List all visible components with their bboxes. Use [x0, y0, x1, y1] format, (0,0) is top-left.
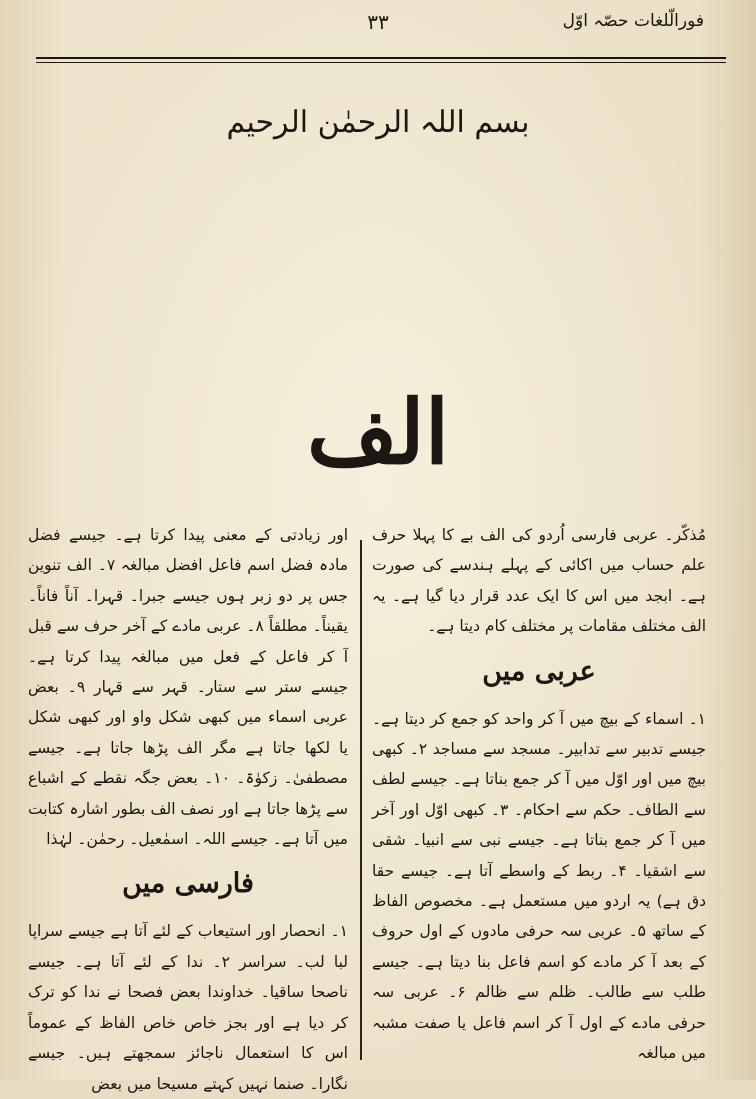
chapter-heading-alif: الف — [306, 380, 450, 484]
header-rule-thick — [36, 57, 726, 59]
arabic-usage-continued-paragraph: اور زیادتی کے معنی پیدا کرتا ہے۔ جیسے فضل مادہ فضل اسم فاعل افضل مبالغہ ۷۔ الف تنوین جس پر دو زبر ہوں جیسے جبرا۔ قہرا۔ آناً فاناً۔ یقیناً۔ مطلقاً ۸۔ عربی مادے کے آخر حرف سے قبل آ کر فاعل کے فعل میں مبالغہ پیدا کرتا ہے۔ جیسے ستر سے ستار۔ قہر سے قہار ۹۔ بعض عربی اسماء میں کبھی شکل واو اور کبھی شکل یا لکھا جاتا ہے مگر الف پڑھا جاتا ہے۔ جیسے مصطفیٰ۔ زکوٰۃ۔ ۱۰۔ بعض جگہ نقطے کے اشباع سے پڑھا جاتا ہے اور نصف الف بطور اشارہ کتابت میں آتا ہے۔ جیسے اللہ۔ اسمٰعیل۔ رحمٰن۔ لہٰذا — [28, 526, 349, 849]
header-rule-thin — [36, 62, 726, 63]
section-heading-persian: فارسی میں — [122, 868, 254, 900]
left-column — [28, 520, 348, 1099]
column-divider — [360, 540, 362, 1060]
arabic-usage-paragraph: ۱۔ اسماء کے بیچ میں آ کر واحد کو جمع کر دیتا ہے۔ جیسے تدبیر سے تدابیر۔ مسجد سے مساجد ۲۔ کبھی بیچ میں اور اوّل میں آ کر جمع بناتا ہے۔ جیسے لطف سے الطاف۔ حکم سے احکام۔ ۳۔ کبھی اوّل اور آخر میں آ کر جمع بناتا ہے۔ جیسے نبی سے انبیا۔ شقی سے اشقیا۔ ۴۔ ربط کے واسطے آتا ہے۔ جیسے حقا دق ہے) یہ اردو میں مستعمل ہے۔ مخصوص الفاظ کے ساتھ ۵۔ عربی سہ حرفی مادوں کے اول حروف کے بعد آ کر مادے کو اسم فاعل بنا دیتا ہے۔ جیسے طلب سے طالب۔ ظلم سے ظالم ۶۔ عربی سہ حرفی مادے کے اول آ کر اسم فاعل یا صفت مشبہ میں مبالغہ — [372, 709, 706, 1063]
right-column — [372, 520, 706, 1069]
bismillah-heading: بسم اللہ الرحمٰن الرحیم — [226, 105, 530, 140]
running-header-title: فورالّلغات حصّہ اوّل — [562, 11, 704, 31]
intro-paragraph: مُذکّر۔ عربی فارسی اُردو کی الف بے کا پہلا حرف علم حساب میں اکائی کے پہلے ہندسے کی صورت ہے۔ ابجد میں اس کا ایک عدد قرار دیا گیا ہے۔ یہ الف مختلف مقامات پر مختلف کام دیتا ہے۔ — [372, 526, 706, 636]
persian-usage-paragraph: ۱۔ انحصار اور استیعاب کے لئے آتا ہے جیسے سراپا لبا لب۔ سراسر ۲۔ ندا کے لئے آتا ہے۔ جیسے ناصحا ساقیا۔ خداوندا بعض فصحا نے ندا کو ترک کر دیا ہے اور بجز خاص خاص الفاظ کے عموماً اس کا استعمال ناجائز سمجھتے ہیں۔ جیسے نگارا۔ صنما نہیں کہتے مسیحا میں بعض — [28, 922, 348, 1093]
section-heading-arabic: عربی میں — [482, 655, 596, 687]
page-number: ۳۳ — [367, 10, 389, 34]
